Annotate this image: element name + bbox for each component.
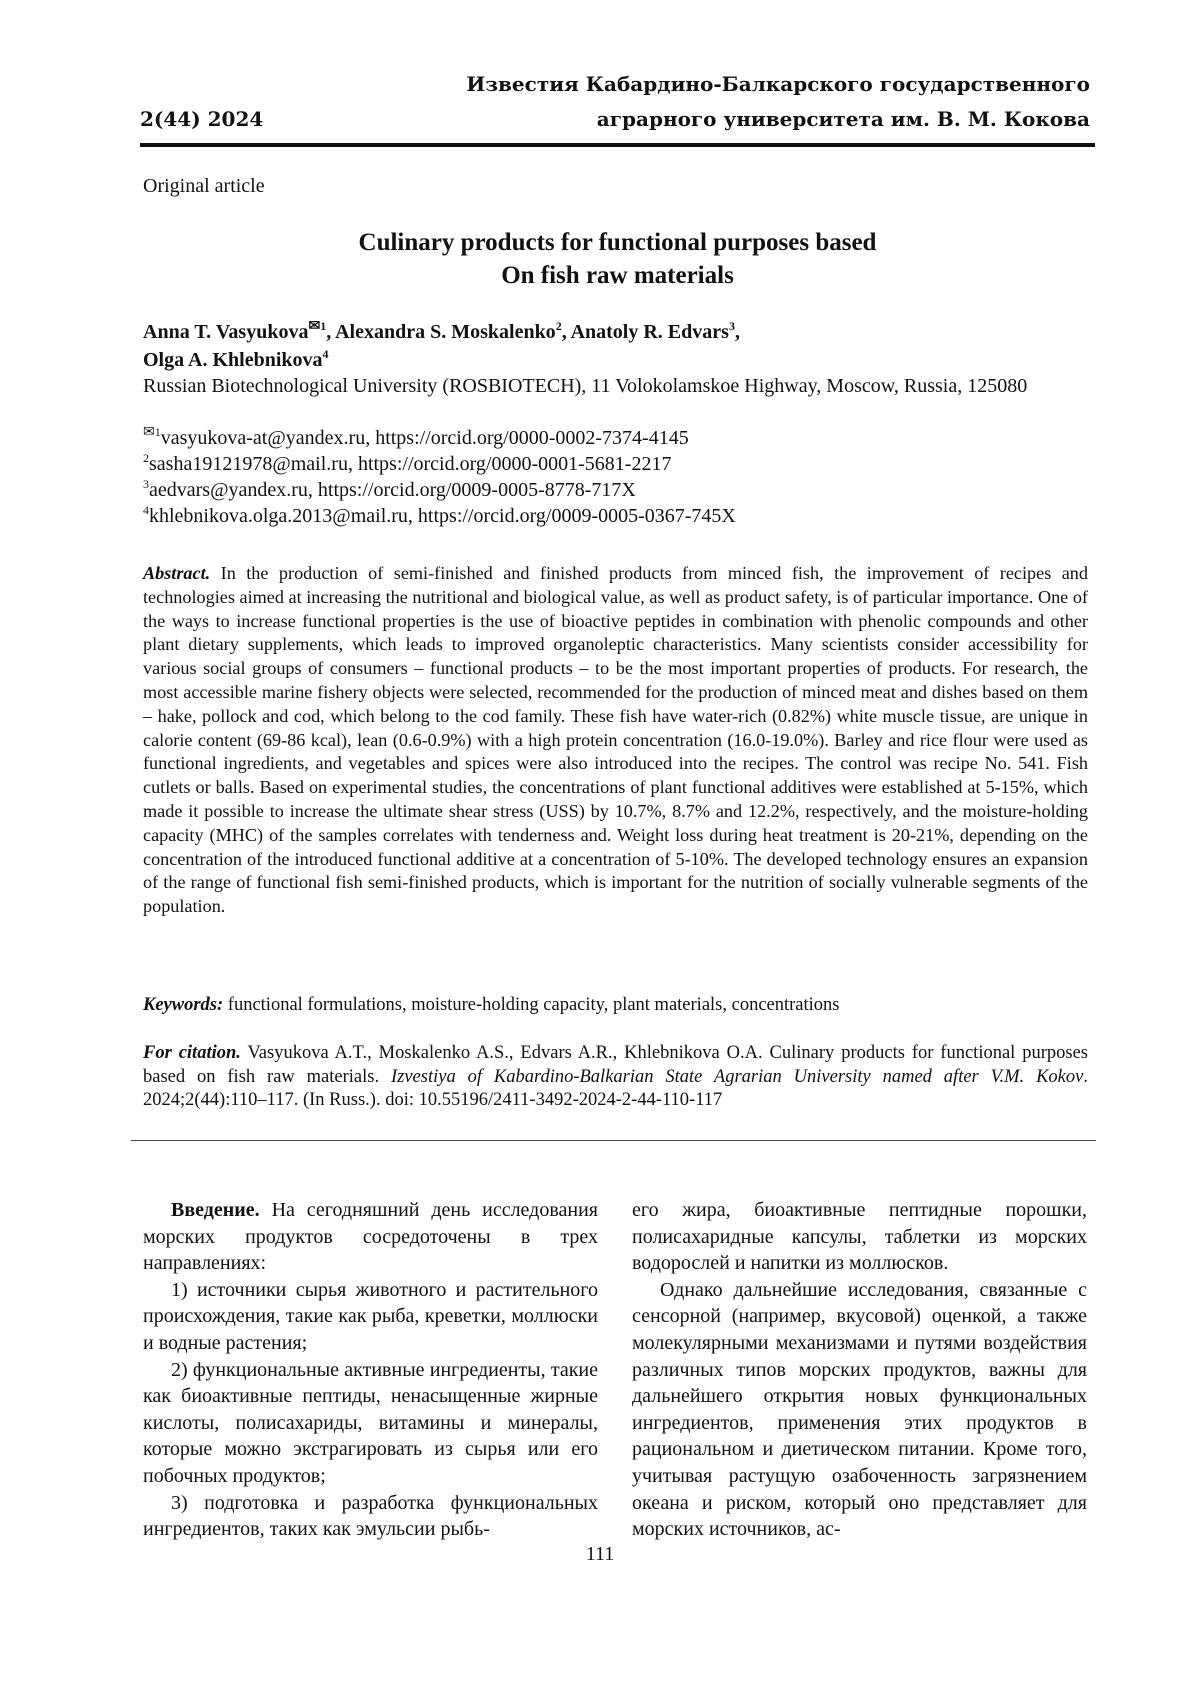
abstract-label: Abstract.: [143, 563, 210, 583]
issue-number: 2(44) 2024: [140, 107, 263, 131]
list-item: 1) источники сырья животного и растительного происхождения, такие как рыба, креветки, моллюски и водные растения;: [143, 1277, 598, 1357]
author-2: , Alexandra S. Moskalenko: [326, 321, 555, 343]
contact-line-1: ✉1vasyukova-at@yandex.ru, https://orcid.org/0000-0002-7374-4145: [143, 425, 736, 451]
paragraph: его жира, биоактивные пептидные порошки, полисахаридные капсулы, таблетки из морских водорослей и напитки из моллюсков.: [632, 1197, 1087, 1277]
author-list: Anna T. Vasyukova✉1, Alexandra S. Moskalenko2, Anatoly R. Edvars3, Olga A. Khlebnikova4: [143, 318, 1098, 374]
article-type: Original article: [143, 175, 265, 198]
header-divider: [140, 143, 1095, 147]
envelope-icon: ✉: [143, 425, 155, 440]
paragraph: Однако дальнейшие исследования, связанные с сенсорной (например, вкусовой) оценкой, а также молекулярными механизмами и путями воздействия различных типов морских продуктов, важны для дальнейшего открытия новых функциональных ингредиентов, применения этих продуктов в рациональном и диетическом питании. Кроме того, учитывая растущую озабоченность загрязнением океана и риском, который оно представляет для морских источников, ас-: [632, 1277, 1087, 1543]
keywords-text: functional formulations, moisture-holding capacity, plant materials, concentrations: [228, 995, 840, 1015]
section-divider: [131, 1140, 1096, 1141]
citation-journal: Izvestiya of Kabardino-Balkarian State Agrarian University named after V.M. Kokov: [391, 1067, 1083, 1087]
contact-line-3: 3aedvars@yandex.ru, https://orcid.org/0009-0005-8778-717X: [143, 477, 736, 503]
body-column-left: [143, 1197, 598, 1543]
intro-paragraph: Введение. На сегодняшний день исследования морских продуктов сосредоточены в трех направлениях:: [143, 1197, 598, 1277]
list-item: 3) подготовка и разработка функциональных ингредиентов, таких как эмульсии рыбь-: [143, 1490, 598, 1543]
journal-name-line2: аграрного университета им. В. М. Кокова: [597, 107, 1090, 131]
affiliation: Russian Biotechnological University (ROSBIOTECH), 11 Volokolamskoe Highway, Moscow, Russia, 125080: [143, 373, 1098, 399]
title-line1: Culinary products for functional purposes based: [140, 226, 1095, 259]
body-column-right: [632, 1197, 1087, 1543]
author-1: Anna T. Vasyukova: [143, 321, 308, 343]
keywords: [143, 995, 1088, 1016]
envelope-icon: ✉: [308, 319, 320, 334]
contact-line-4: 4khlebnikova.olga.2013@mail.ru, https://orcid.org/0009-0005-0367-745X: [143, 503, 736, 529]
citation-label: For citation.: [143, 1043, 241, 1063]
intro-label: Введение.: [171, 1199, 260, 1221]
author-3: , Anatoly R. Edvars: [562, 321, 729, 343]
abstract-text: In the production of semi-finished and finished products from minced fish, the improvement of recipes and technologies aimed at increasing the nutritional and biological value, as well as product safety, is of particular importance. One of the ways to increase functional properties is the use of bioactive peptides in combination with phenolic compounds and other plant dietary supplements, which leads to improved organoleptic characteristics. Many scientists consider accessibility for various social groups of consumers – functional products – to be the most important properties of products. For research, the most accessible marine fishery objects were selected, recommended for the production of minced meat and dishes based on them – hake, pollock and cod, which belong to the cod family. These fish have water-rich (0.82%) white muscle tissue, are unique in calorie content (69-86 kcal), lean (0.6-0.9%) with a high protein concentration (16.0-19.0%). Barley and rice flour were used as functional ingredients, and vegetables and spices were also introduced into the recipes. The control was recipe No. 541. Fish cutlets or balls. Based on experimental studies, the concentrations of plant functional additives were established at 5-15%, which made it possible to increase the ultimate shear stress (USS) by 10.7%, 8.7% and 12.2%, respectively, and the moisture-holding capacity (MHC) of the samples correlates with tenderness and. Weight loss during heat treatment is 20-21%, depending on the concentration of the introduced functional additive at a concentration of 5-10%. The developed technology ensures an expansion of the range of functional fish semi-finished products, which is important for the nutrition of socially vulnerable segments of the population.: [143, 563, 1088, 916]
abstract: [143, 562, 1088, 919]
page-number: 111: [0, 1543, 1200, 1566]
author-contacts: [143, 425, 736, 529]
citation: For citation. Vasyukova A.T., Moskalenko A.S., Edvars A.R., Khlebnikova O.A. Culinary products for functional purposes based on fish raw materials. Izvestiya of Kabardino-Balkarian State Agrarian University named after V.M. Kokov. 2024;2(44):110–117. (In Russ.). doi: 10.55196/2411-3492-2024-2-44-110-117: [143, 1042, 1088, 1113]
keywords-label: Keywords:: [143, 995, 223, 1015]
contact-line-2: 2sasha19121978@mail.ru, https://orcid.org/0000-0001-5681-2217: [143, 451, 736, 477]
title-line2: On fish raw materials: [140, 259, 1095, 292]
author-4: Olga A. Khlebnikova: [143, 349, 323, 371]
list-item: 2) функциональные активные ингредиенты, такие как биоактивные пептиды, ненасыщенные жирные кислоты, полисахариды, витамины и минералы, которые можно экстрагировать из сырья или его побочных продуктов;: [143, 1357, 598, 1490]
journal-name-line1: Известия Кабардино-Балкарского государственного: [466, 72, 1090, 96]
article-title: [140, 226, 1095, 292]
